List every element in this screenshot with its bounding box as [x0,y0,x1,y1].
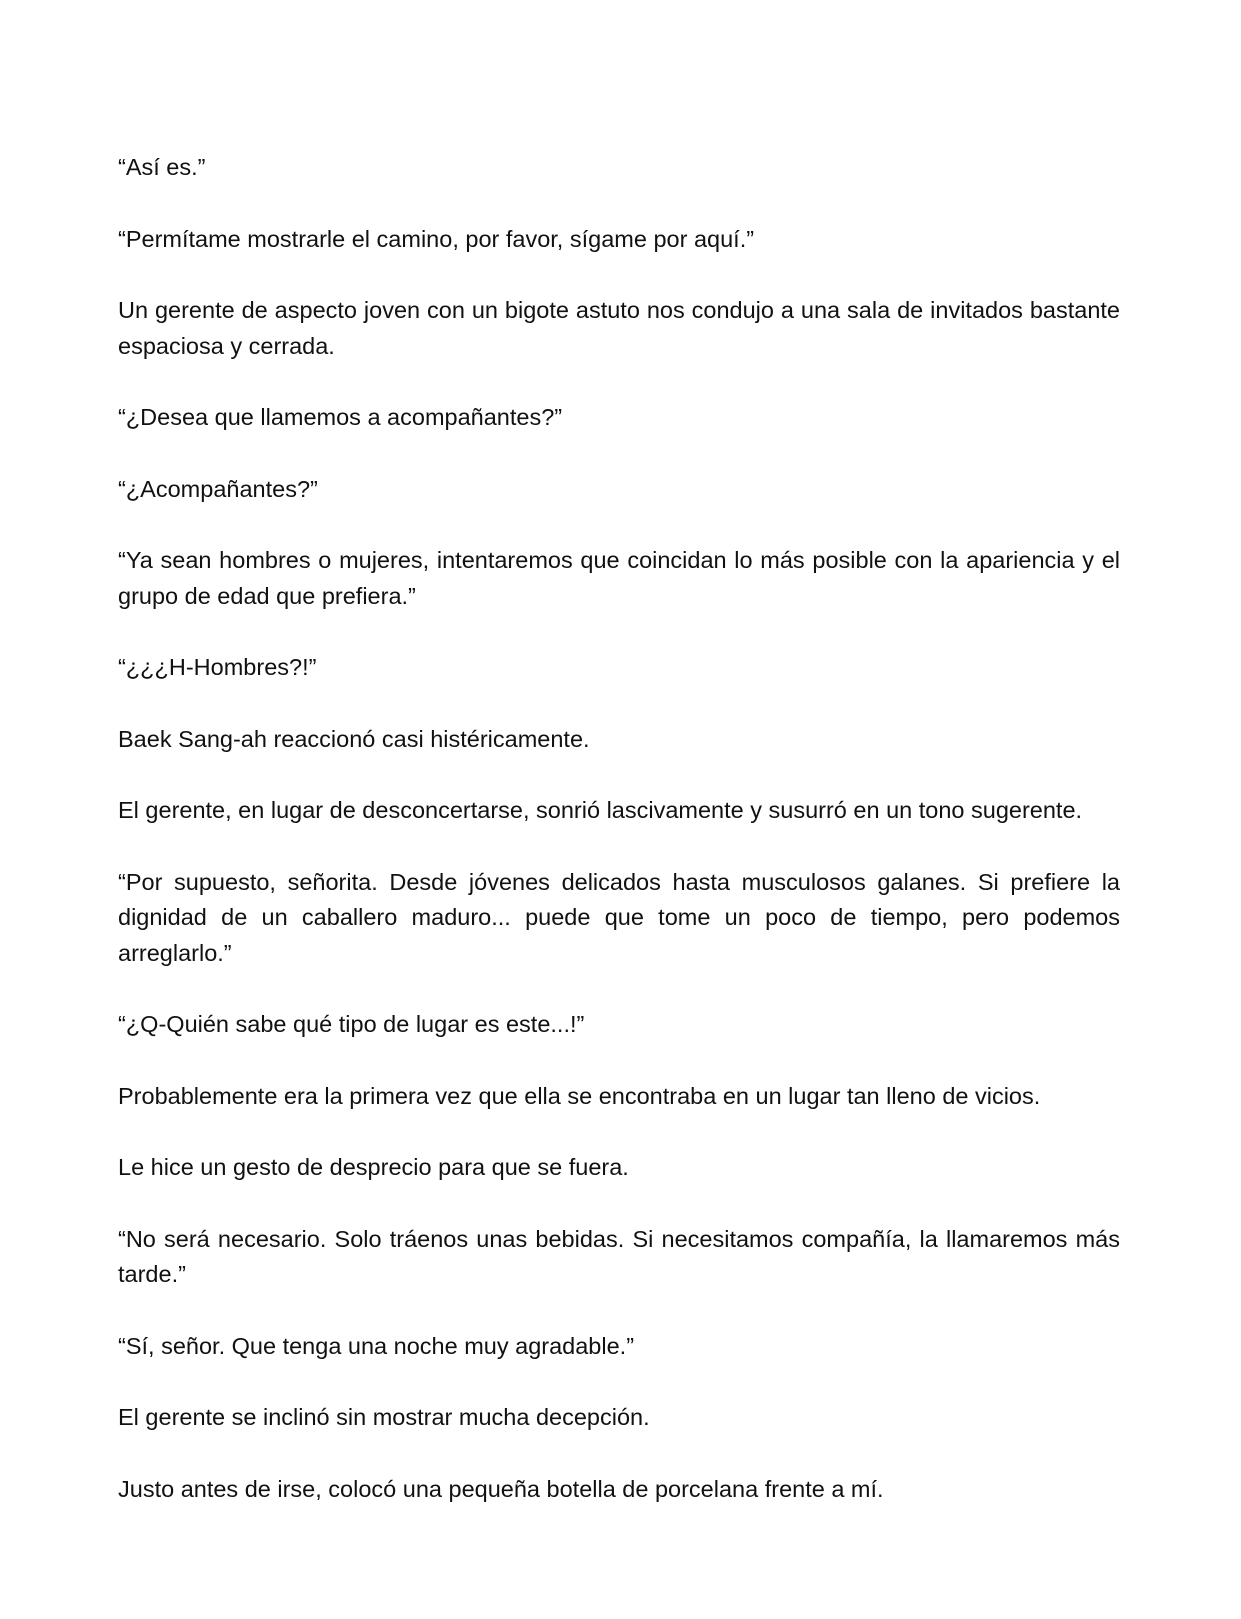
paragraph-5: “¿Acompañantes?” [118,475,318,502]
paragraph-6: “Ya sean hombres o mujeres, intentaremos que coincidan lo más posible con la apariencia y el grupo de edad que prefiera.” [118,547,1120,609]
paragraph-10: “Por supuesto, señorita. Desde jóvenes delicados hasta musculosos galanes. Si prefiere la dignidad de un caballero maduro... puede que tome un poco de tiempo, pero podemos arreglarlo.” [118,868,1120,966]
paragraph-14: “No será necesario. Solo tráenos unas bebidas. Si necesitamos compañía, la llamaremos más tarde.” [118,1225,1120,1287]
paragraph-3: Un gerente de aspecto joven con un bigote astuto nos condujo a una sala de invitados bastante espaciosa y cerrada. [118,297,1120,359]
paragraph-7: “¿¿¿H-Hombres?!” [118,654,317,680]
paragraph-15: “Sí, señor. Que tenga una noche muy agradable.” [118,1332,635,1359]
paragraph-1: “Así es.” [118,154,206,180]
paragraph-4: “¿Desea que llamemos a acompañantes?” [118,404,563,430]
paragraph-13: Le hice un gesto de desprecio para que se fuera. [118,1154,629,1180]
paragraph-16: El gerente se inclinó sin mostrar mucha decepción. [118,1404,650,1430]
paragraph-8: Baek Sang-ah reaccionó casi histéricamente. [118,725,590,752]
document-body [118,150,1120,1507]
paragraph-11: “¿Q-Quién sabe qué tipo de lugar es este...!” [118,1011,585,1037]
paragraph-2: “Permítame mostrarle el camino, por favor, sígame por aquí.” [118,225,755,252]
paragraph-12: Probablemente era la primera vez que ella se encontraba en un lugar tan lleno de vicios. [118,1082,1041,1109]
paragraph-17: Justo antes de irse, colocó una pequeña botella de porcelana frente a mí. [118,1475,884,1502]
paragraph-9: El gerente, en lugar de desconcertarse, sonrió lascivamente y susurró en un tono sugerente. [118,797,1083,823]
